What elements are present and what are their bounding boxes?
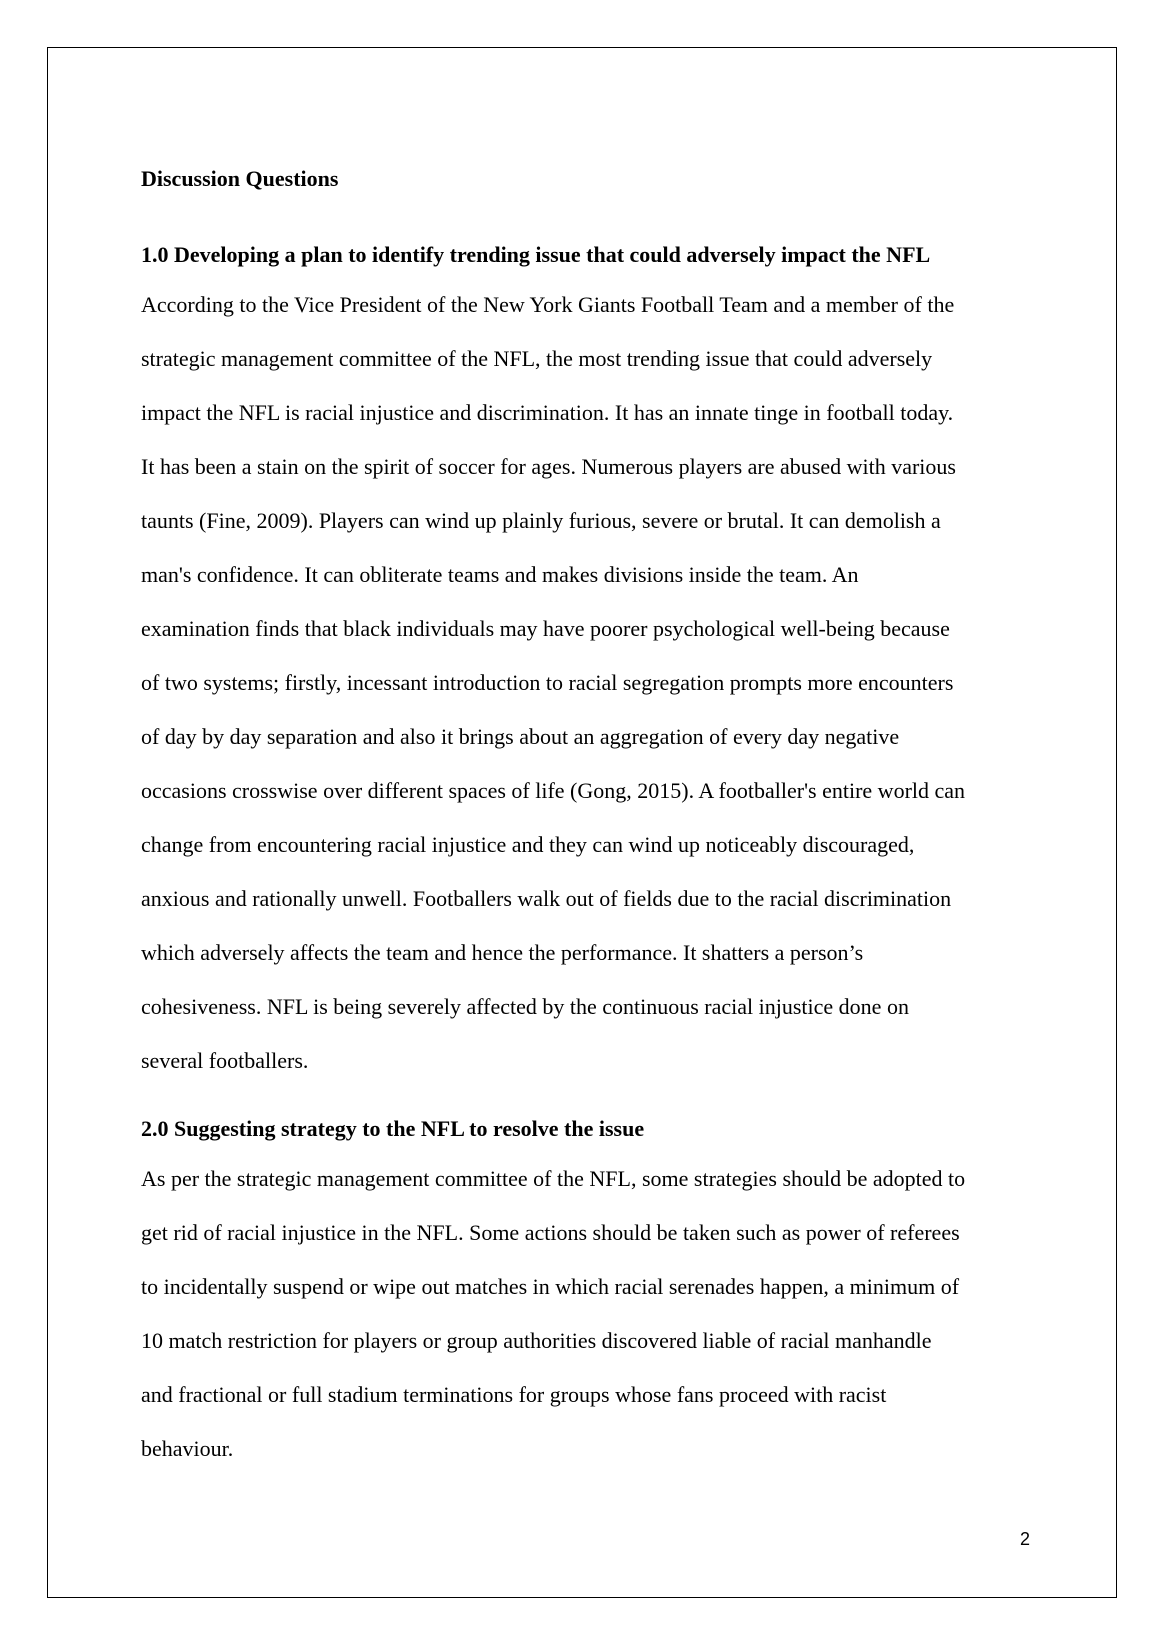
paragraph-line: and fractional or full stadium terminations for groups whose fans proceed with racist — [141, 1382, 887, 1407]
section-2-paragraph — [141, 1152, 1031, 1476]
paragraph-line: anxious and rationally unwell. Footballers walk out of fields due to the racial discrimination — [141, 886, 952, 911]
paragraph-line: which adversely affects the team and hence the performance. It shatters a person’s — [141, 940, 864, 965]
paragraph-line: examination finds that black individuals may have poorer psychological well-being because — [141, 616, 950, 641]
document-title: Discussion Questions — [141, 166, 339, 191]
paragraph-line: occasions crosswise over different spaces of life (Gong, 2015). A footballer's entire world can — [141, 778, 966, 803]
paragraph-line: According to the Vice President of the New York Giants Football Team and a member of the — [141, 292, 955, 317]
paragraph-line: of two systems; firstly, incessant introduction to racial segregation prompts more encounters — [141, 670, 954, 695]
paragraph-line: cohesiveness. NFL is being severely affected by the continuous racial injustice done on — [141, 994, 909, 1019]
paragraph-line: several footballers. — [141, 1048, 309, 1073]
paragraph-line: of day by day separation and also it brings about an aggregation of every day negative — [141, 724, 900, 749]
paragraph-line: man's confidence. It can obliterate teams and makes divisions inside the team. An — [141, 562, 859, 587]
paragraph-line: 10 match restriction for players or group authorities discovered liable of racial manhandle — [141, 1328, 932, 1353]
paragraph-line: It has been a stain on the spirit of soccer for ages. Numerous players are abused with various — [141, 454, 956, 479]
section-2 — [141, 1110, 1031, 1476]
page-number: 2 — [1019, 1529, 1030, 1549]
paragraph-line: taunts (Fine, 2009). Players can wind up plainly furious, severe or brutal. It can demolish a — [141, 508, 941, 533]
document-body — [141, 160, 1031, 1476]
paragraph-line: As per the strategic management committee of the NFL, some strategies should be adopted to — [141, 1166, 966, 1191]
paragraph-line: strategic management committee of the NFL, the most trending issue that could adversely — [141, 346, 933, 371]
paragraph-line: get rid of racial injustice in the NFL. Some actions should be taken such as power of referees — [141, 1220, 960, 1245]
paragraph-line: change from encountering racial injustice and they can wind up noticeably discouraged, — [141, 832, 915, 857]
paragraph-line: behaviour. — [141, 1436, 234, 1461]
section-1-heading: 1.0 Developing a plan to identify trending issue that could adversely impact the NFL — [141, 242, 931, 267]
paragraph-line: to incidentally suspend or wipe out matches in which racial serenades happen, a minimum of — [141, 1274, 960, 1299]
section-2-heading: 2.0 Suggesting strategy to the NFL to resolve the issue — [141, 1116, 645, 1141]
paragraph-line: impact the NFL is racial injustice and discrimination. It has an innate tinge in football today. — [141, 400, 954, 425]
section-1-paragraph — [141, 278, 1031, 1088]
section-1 — [141, 236, 1031, 1088]
